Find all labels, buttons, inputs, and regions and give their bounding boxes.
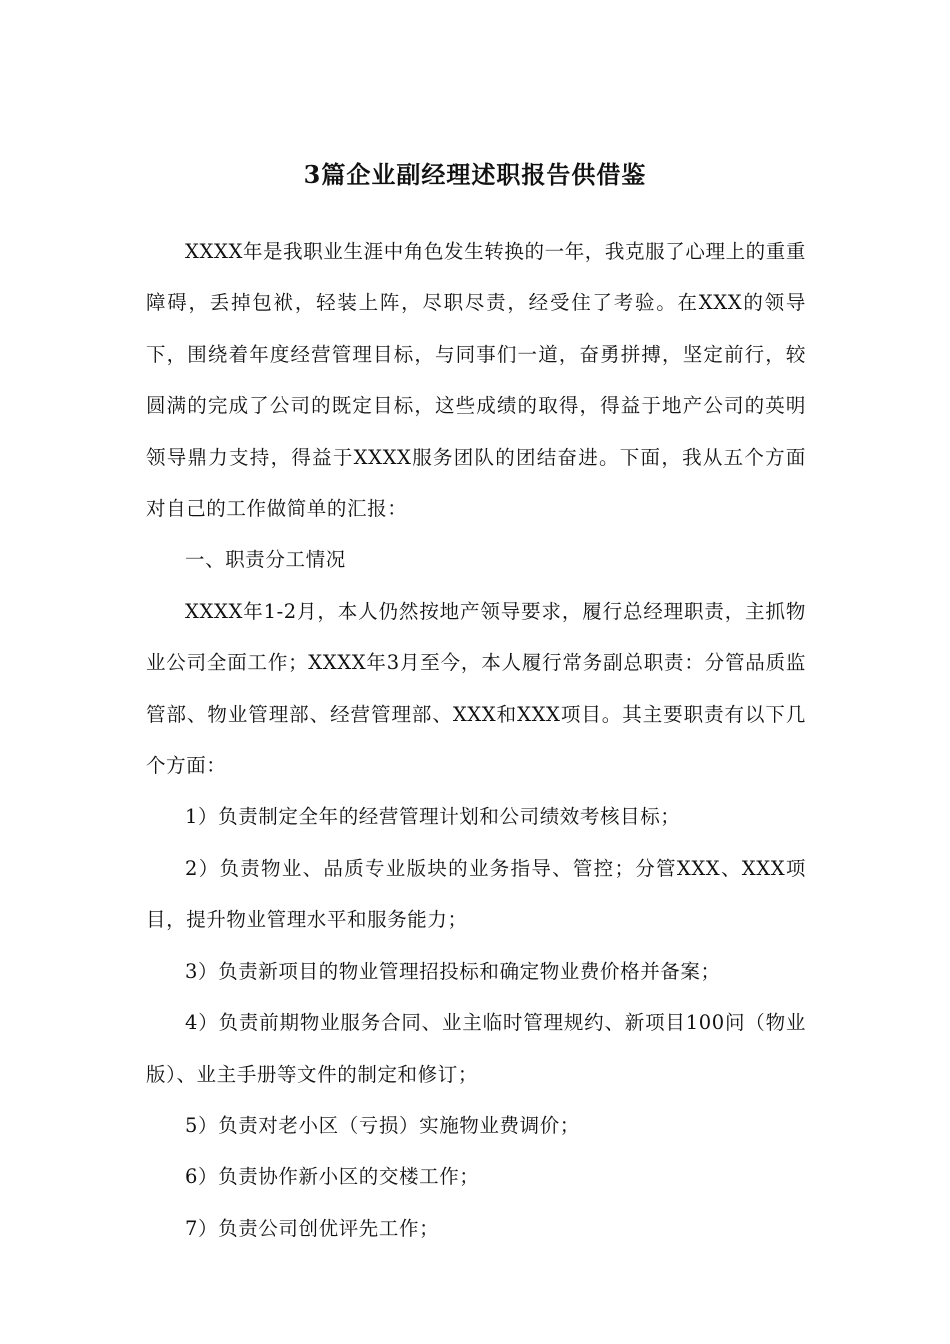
list-item: 2）负责物业、品质专业版块的业务指导、管控；分管XXX、XXX项目，提升物业管理水平和服务能力； [146,856,806,932]
list-item: 5）负责对老小区（亏损）实施物业费调价； [185,1113,580,1137]
document-body [146,226,806,1254]
section-heading-duties: 一、职责分工情况 [185,548,346,572]
list-item: 3）负责新项目的物业管理招投标和确定物业费价格并备案； [185,959,721,983]
paragraph-intro: XXXX年是我职业生涯中角色发生转换的一年，我克服了心理上的重重障碍，丢掉包袱，轻装上阵，尽职尽责，经受住了考验。在XXX的领导下，围绕着年度经营管理目标，与同事们一道，奋勇拼搏，坚定前行，较圆满的完成了公司的既定目标，这些成绩的取得，得益于地产公司的英明领导鼎力支持，得益于XXXX服务团队的团结奋进。下面，我从五个方面对自己的工作做简单的汇报： [146,240,806,521]
list-item: 7）负责公司创优评先工作； [185,1216,440,1240]
document-title: 3篇企业副经理述职报告供借鉴 [303,160,647,189]
paragraph-duties: XXXX年1-2月，本人仍然按地产领导要求，履行总经理职责，主抓物业公司全面工作；XXXX年3月至今，本人履行常务副总职责：分管品质监管部、物业管理部、经营管理部、XXX和XXX项目。其主要职责有以下几个方面： [146,599,806,778]
list-item: 6）负责协作新小区的交楼工作； [185,1165,480,1189]
list-item: 1）负责制定全年的经营管理计划和公司绩效考核目标； [185,805,681,829]
list-item: 4）负责前期物业服务合同、业主临时管理规约、新项目100问（物业版）、业主手册等文件的制定和修订； [146,1011,806,1086]
